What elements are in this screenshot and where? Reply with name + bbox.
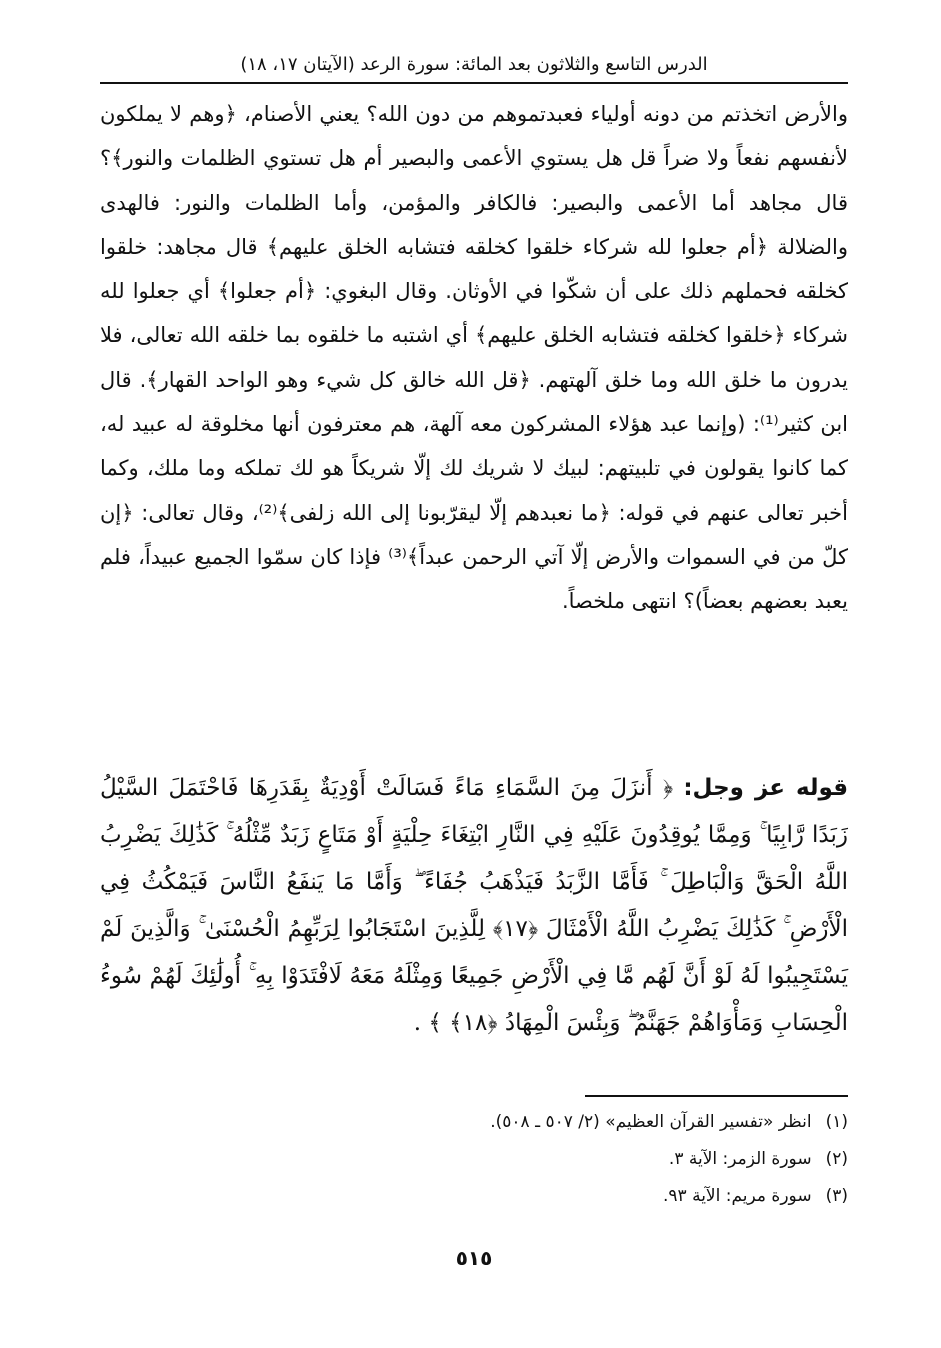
footnote-item <box>100 1104 848 1141</box>
footnote-divider <box>585 1095 848 1097</box>
footnote-item <box>100 1141 848 1178</box>
footnote-number: (١) <box>825 1112 848 1132</box>
footnote-text: سورة الزمر: الآية ٣. <box>668 1149 812 1169</box>
quran-section <box>100 765 848 1047</box>
footnote-number: (٣) <box>825 1186 848 1206</box>
footnotes <box>100 1104 848 1215</box>
header-divider <box>100 82 848 84</box>
quran-paragraph <box>100 765 848 1047</box>
commentary-paragraph: والأرض اتخذتم من دونه أولياء فعبدتموهم من دون الله؟ يعني الأصنام، ﴿وهم لا يملكون لأنفسهم نفعاً ولا ضراً قل هل يستوي الأعمى والبصير أم هل تستوي الظلمات والنور﴾؟ قال مجاهد أما الأعمى والبصير: فالكافر والمؤمن، وأما الظلمات والنور: فالهدى والضلالة ﴿أم جعلوا لله شركاء خلقوا كخلقه فتشابه الخلق عليهم﴾ قال مجاهد: خلقوا كخلقه فحملهم ذلك على أن شكّوا في الأوثان. وقال البغوي: ﴿أم جعلوا﴾ أي جعلوا لله شركاء ﴿خلقوا كخلقه فتشابه الخلق عليهم﴾ أي اشتبه ما خلقوه بما خلقه الله تعالى، فلا يدرون ما خلق الله وما خلق آلهتهم. ﴿قل الله خالق كل شيء وهو الواحد القهار﴾. قال ابن كثير⁽¹⁾: (وإنما عبد هؤلاء المشركون معه آلهة، هم معترفون أنها مخلوقة له عبيد له، كما كانوا يقولون في تلبيتهم: لبيك لا شريك لك إلّا شريكاً هو لك تملكه وما ملك، وكما أخبر تعالى عنهم في قوله: ﴿ما نعبدهم إلّا ليقرّبونا إلى الله زلفى﴾⁽²⁾، وقال تعالى: ﴿إن كلّ من في السموات والأرض إلّا آتي الرحمن عبداً﴾⁽³⁾ فإذا كان سمّوا الجميع عبيداً، فلم يعبد بعضهم بعضاً)؟ انتهى ملخصاً. <box>100 102 848 614</box>
footnote-number: (٢) <box>825 1149 848 1169</box>
footnote-item <box>100 1178 848 1215</box>
page-number: ٥١٥ <box>455 1246 493 1270</box>
section-lead: قوله عز وجل: <box>683 775 849 801</box>
footnote-text: سورة مريم: الآية ٩٣. <box>663 1186 812 1206</box>
running-header: الدرس التاسع والثلاثون بعد المائة: سورة الرعد (الآيتان ١٧، ١٨) <box>240 54 708 75</box>
footnote-text: انظر «تفسير القرآن العظيم» (٢/ ٥٠٧ ـ ٥٠٨). <box>490 1112 812 1132</box>
quran-verse: ﴿ أَنزَلَ مِنَ السَّمَاءِ مَاءً فَسَالَتْ أَوْدِيَةٌ بِقَدَرِهَا فَاحْتَمَلَ السَّيْلُ زَبَدًا رَّابِيًا ۚ وَمِمَّا يُوقِدُونَ عَلَيْهِ فِي النَّارِ ابْتِغَاءَ حِلْيَةٍ أَوْ مَتَاعٍ زَبَدٌ مِّثْلُهُ ۚ كَذَٰلِكَ يَضْرِبُ اللَّهُ الْحَقَّ وَالْبَاطِلَ ۚ فَأَمَّا الزَّبَدُ فَيَذْهَبُ جُفَاءً ۖ وَأَمَّا مَا يَنفَعُ النَّاسَ فَيَمْكُثُ فِي الْأَرْضِ ۚ كَذَٰلِكَ يَضْرِبُ اللَّهُ الْأَمْثَالَ ﴿١٧﴾ لِلَّذِينَ اسْتَجَابُوا لِرَبِّهِمُ الْحُسْنَىٰ ۚ وَالَّذِينَ لَمْ يَسْتَجِيبُوا لَهُ لَوْ أَنَّ لَهُم مَّا فِي الْأَرْضِ جَمِيعًا وَمِثْلَهُ مَعَهُ لَافْتَدَوْا بِهِ ۚ أُولَٰئِكَ لَهُمْ سُوءُ الْحِسَابِ وَمَأْوَاهُمْ جَهَنَّمُ ۖ وَبِئْسَ الْمِهَادُ ﴿١٨﴾ ﴾ . <box>100 775 848 1036</box>
commentary-text <box>100 92 848 624</box>
